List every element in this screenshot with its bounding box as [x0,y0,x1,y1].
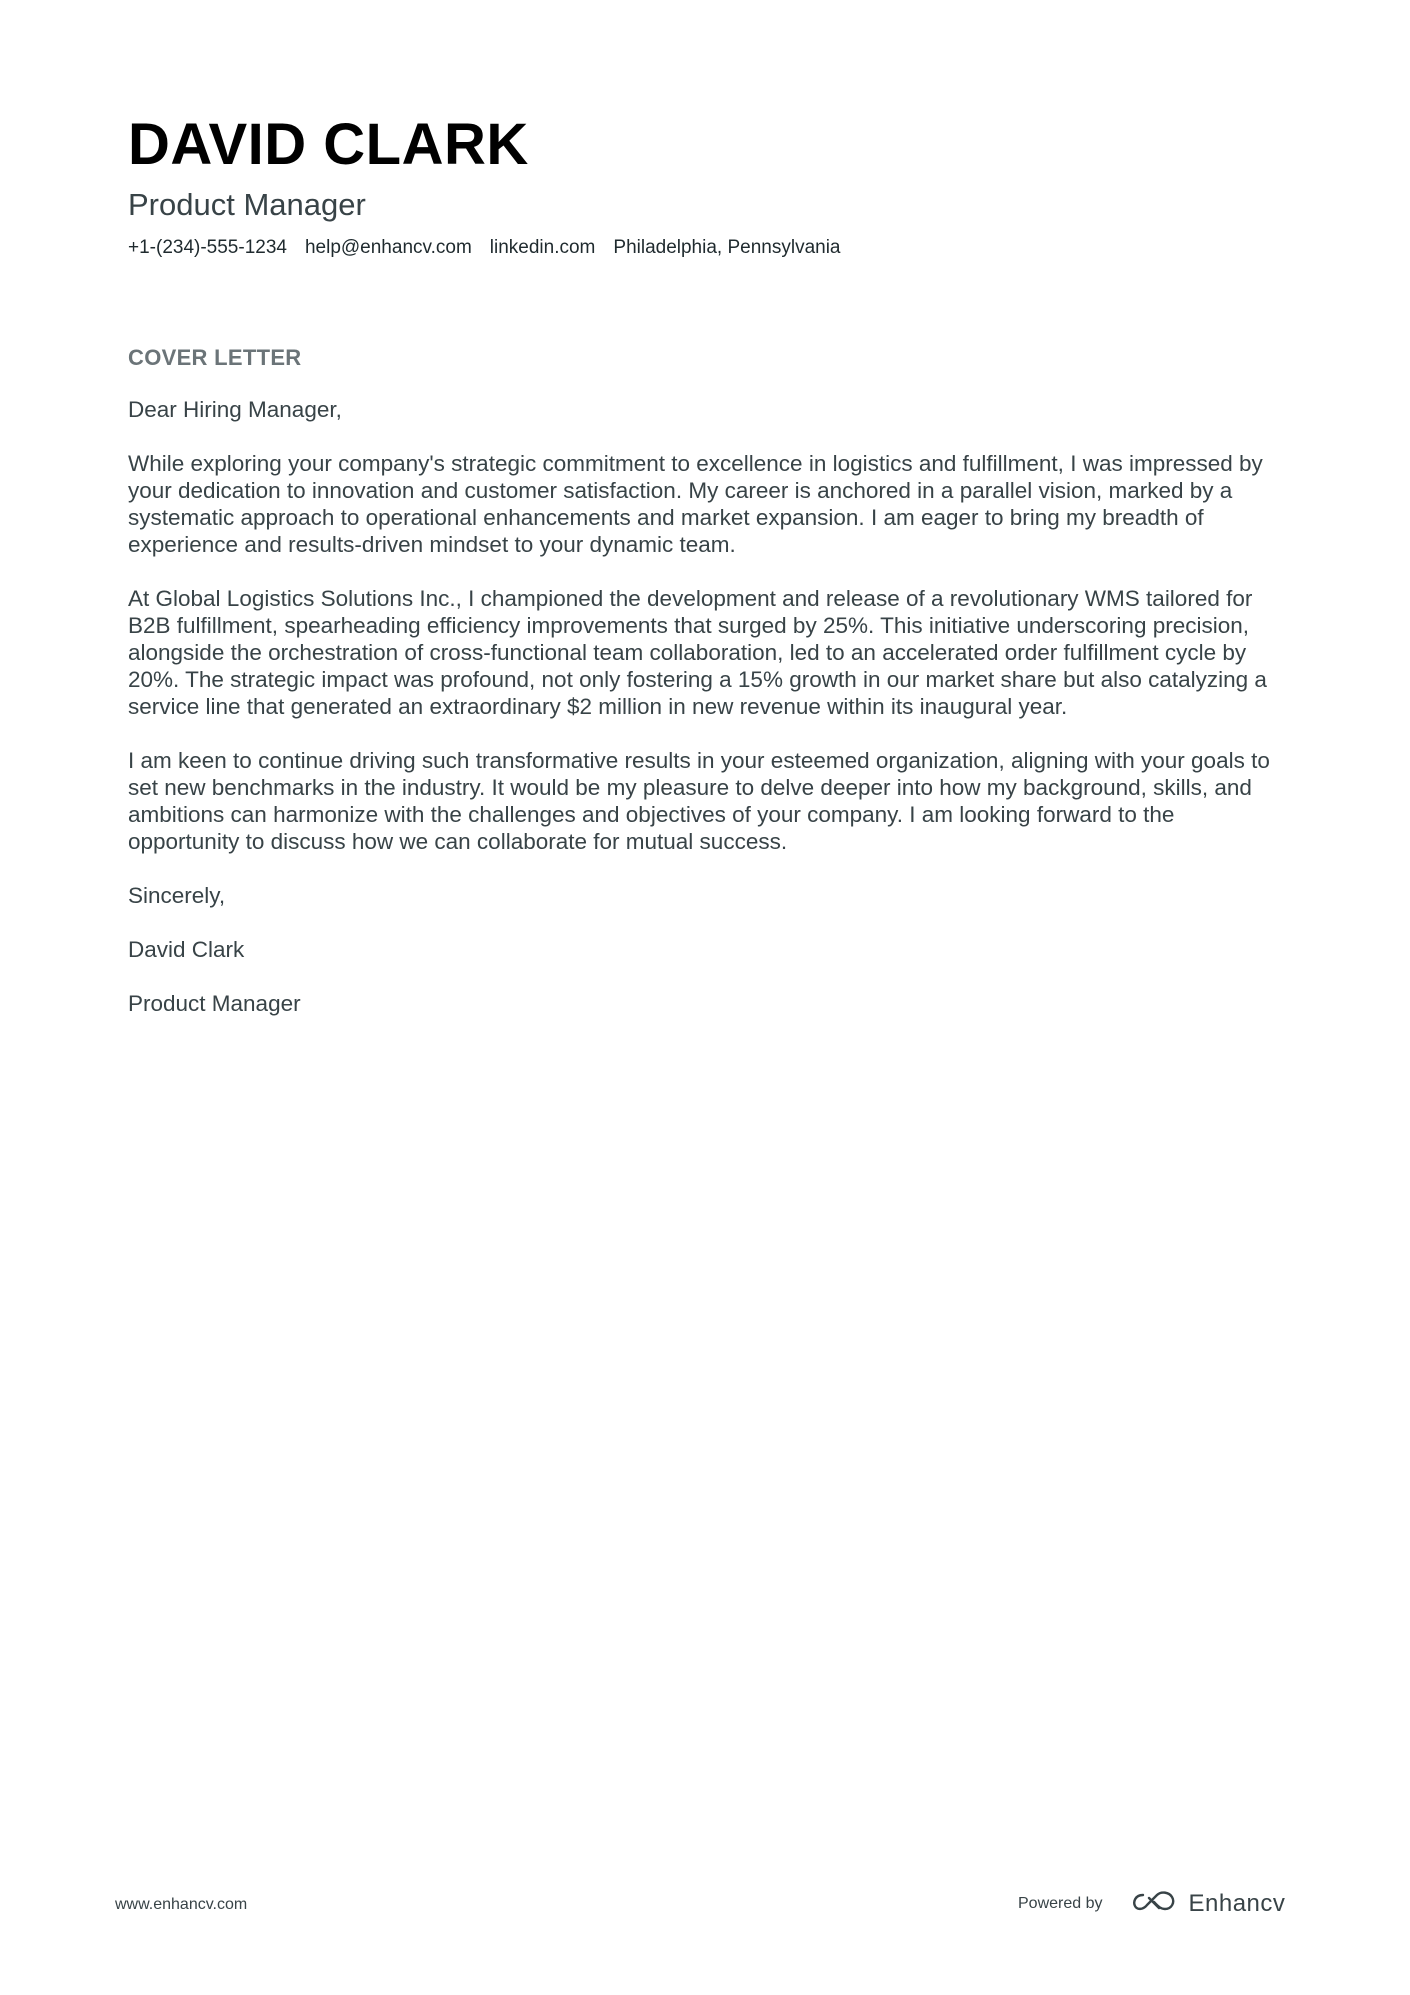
letter-paragraph-3: I am keen to continue driving such transformative results in your esteemed organization, aligning with your goals to set new benchmarks in the industry. It would be my pleasure to delve deeper into how my background, skills, and ambitions can harmonize with the challenges and objectives of your company. I am looking forward to the opportunity to discuss how we can collaborate for mutual success. [128,748,1270,854]
contact-info [128,236,1288,260]
brand-logo[interactable] [1131,1890,1286,1918]
signer-name: David Clark [128,937,245,962]
cover-letter-body [128,344,1283,1017]
powered-by [1018,1890,1285,1918]
enhancv-logo-icon [1131,1891,1177,1918]
salutation: Dear Hiring Manager, [128,397,342,422]
contact-email: help@enhancv.com [304,237,472,258]
contact-location: Philadelphia, Pennsylvania [613,237,841,258]
brand-name: Enhancv [1188,1890,1286,1917]
footer-url[interactable]: www.enhancv.com [115,1896,248,1913]
letter-text [128,396,1283,1017]
powered-by-label: Powered by [1018,1895,1103,1912]
contact-phone: +1-(234)-555-1234 [128,237,287,258]
signer-title: Product Manager [128,991,301,1016]
applicant-name: DAVID CLARK [128,112,529,177]
closing: Sincerely, [128,883,226,908]
letter-paragraph-2: At Global Logistics Solutions Inc., I championed the development and release of a revolutionary WMS tailored for B2B fulfillment, spearheading efficiency improvements that surged by 25%. This initiative underscoring precision, alongside the orchestration of cross-functional team collaboration, led to an accelerated order fulfillment cycle by 20%. The strategic impact was profound, not only fostering a 15% growth in our market share but also catalyzing a service line that generated an extraordinary $2 million in new revenue within its inaugural year. [128,586,1267,719]
resume-header [128,110,1288,260]
letter-paragraph-1: While exploring your company's strategic commitment to excellence in logistics and fulfillment, I was impressed by your dedication to innovation and customer satisfaction. My career is anchored in a parallel vision, marked by a systematic approach to operational enhancements and market expansion. I am eager to bring my breadth of experience and results-driven mindset to your dynamic team. [128,451,1263,557]
applicant-role: Product Manager [128,187,366,222]
contact-linkedin: linkedin.com [489,237,596,258]
section-title: COVER LETTER [128,345,302,370]
